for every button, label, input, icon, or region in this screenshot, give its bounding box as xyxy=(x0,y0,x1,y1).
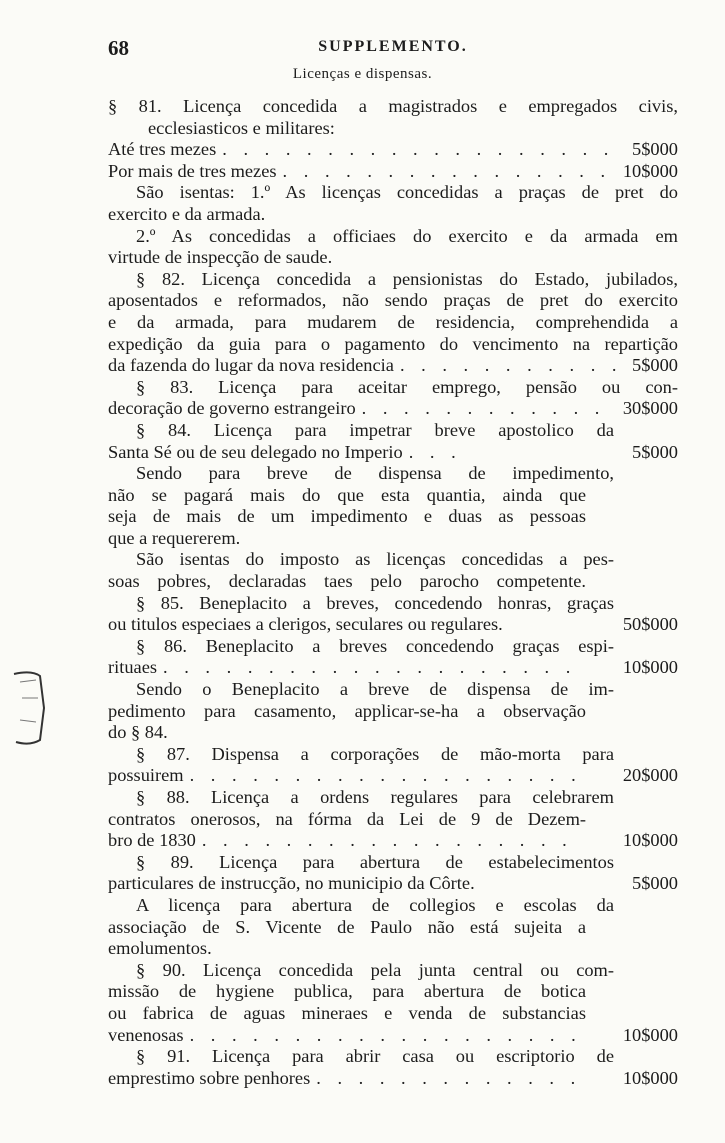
tariff-label: Por mais de tres mezes xyxy=(108,160,277,181)
text-line: missão de hygiene publica, para abertura de botica xyxy=(108,981,586,1002)
tariff-amount: 10$000 xyxy=(622,830,678,851)
leader-dots xyxy=(222,139,626,161)
tariff-line xyxy=(108,161,678,183)
tariff-label: rituaes xyxy=(108,657,158,678)
text-line: e da armada, para mudarem de residencia, comprehendida a xyxy=(108,311,678,332)
leader-dots xyxy=(190,1025,580,1047)
text-line: soas pobres, declaradas taes pelo parocho competente. xyxy=(108,571,586,592)
tariff-line xyxy=(108,139,678,161)
tariff-amount: 10$000 xyxy=(622,657,678,678)
text-line: aposentados e reformados, não sendo praças de pret do exercito xyxy=(108,290,678,311)
text-line: 2.º As concedidas a officiaes do exercito e da armada em xyxy=(136,225,678,246)
text-line: § 91. Licença para abrir casa ou escriptorio de xyxy=(136,1046,614,1067)
page-number: 68 xyxy=(108,36,129,60)
tariff-label: ou titulos especiaes a clerigos, seculares ou regulares. xyxy=(108,614,503,635)
text-line: § 85. Beneplacito a breves, concedendo honras, graças xyxy=(136,592,614,613)
section-subheading: Licenças e dispensas. xyxy=(292,66,433,82)
tariff-amount: 10$000 xyxy=(622,1067,678,1088)
tariff-label: possuirem xyxy=(108,765,184,786)
tariff-amount: 10$000 xyxy=(622,160,678,181)
leader-dots xyxy=(316,1068,580,1090)
text-line: exercito e da armada. xyxy=(108,203,266,224)
leader-dots xyxy=(409,442,469,464)
leader-dots xyxy=(202,830,580,852)
text-line: § 90. Licença concedida pela junta central ou com- xyxy=(136,959,614,980)
text-line: § 87. Dispensa a corporações de mão-morta para xyxy=(136,743,614,764)
tariff-amount: 5$000 xyxy=(632,441,678,462)
tariff-label: venenosas xyxy=(108,1024,184,1045)
text-line: ecclesiasticos e militares: xyxy=(148,117,335,138)
tariff-line xyxy=(108,657,678,679)
text-line: emolumentos. xyxy=(108,938,212,959)
tariff-amount: 30$000 xyxy=(622,398,678,419)
text-line: São isentas do imposto as licenças concedidas a pes- xyxy=(136,549,614,570)
tariff-line xyxy=(108,765,678,787)
tariff-label: decoração de governo estrangeiro xyxy=(108,398,356,419)
tariff-label: particulares de instrucção, no municipio da Côrte. xyxy=(108,873,475,894)
text-line: São isentas: 1.º As licenças concedidas a praças de pret do xyxy=(136,182,678,203)
tariff-amount: 10$000 xyxy=(622,1024,678,1045)
leader-dots xyxy=(190,765,580,787)
tariff-label: Até tres mezes xyxy=(108,139,217,160)
text-line: ou fabrica de aguas mineraes e venda de substancias xyxy=(108,1002,586,1023)
running-title: SUPPLEMENTO. xyxy=(318,38,468,55)
text-line: virtude de inspecção de saude. xyxy=(108,247,333,268)
tariff-line xyxy=(108,1068,678,1090)
tariff-amount: 5$000 xyxy=(632,355,678,376)
text-line: § 86. Beneplacito a breves concedendo graças espi- xyxy=(136,635,614,656)
text-line: A licença para abertura de collegios e escolas da xyxy=(136,894,614,915)
tariff-amount: 50$000 xyxy=(622,614,678,635)
text-line: § 82. Licença concedida a pensionistas do Estado, jubilados, xyxy=(136,268,678,289)
tariff-line xyxy=(108,614,678,636)
tariff-line xyxy=(108,398,678,420)
text-line: associação de S. Vicente de Paulo não está sujeita a xyxy=(108,916,586,937)
text-line: § 81. Licença concedida a magistrados e empregados civis, xyxy=(108,96,678,116)
tariff-label: da fazenda do lugar da nova residencia xyxy=(108,355,394,376)
tariff-amount: 20$000 xyxy=(622,765,678,786)
leader-dots xyxy=(362,398,617,420)
text-line: do § 84. xyxy=(108,722,168,743)
text-line: § 88. Licença a ordens regulares para celebrarem xyxy=(136,787,614,807)
tariff-line xyxy=(108,355,678,377)
tariff-label: emprestimo sobre penhores xyxy=(108,1067,311,1088)
text-line: § 83. Licença para aceitar emprego, pensão ou con- xyxy=(136,376,678,397)
tariff-line xyxy=(108,1025,678,1047)
page-header xyxy=(108,32,678,62)
margin-bracket-mark xyxy=(10,668,54,748)
tariff-amount: 5$000 xyxy=(632,139,678,160)
text-line: não se pagará mais do que esta quantia, ainda que xyxy=(108,484,586,505)
leader-dots xyxy=(400,355,626,377)
text-line: § 89. Licença para abertura de estabelecimentos xyxy=(136,851,614,872)
tariff-line xyxy=(108,830,678,852)
leader-dots xyxy=(163,657,580,679)
text-line: Sendo o Beneplacito a breve de dispensa de im- xyxy=(136,679,614,700)
text-line: que a requererem. xyxy=(108,527,241,548)
tariff-line xyxy=(108,873,678,895)
text-line: contratos onerosos, na fórma da Lei de 9 de Dezem- xyxy=(108,808,586,829)
tariff-label: Santa Sé ou de seu delegado no Imperio xyxy=(108,441,403,462)
document-body xyxy=(108,96,678,1089)
tariff-line xyxy=(108,442,678,464)
text-line: seja de mais de um impedimento e duas as pessoas xyxy=(108,506,586,527)
text-line: expedição da guia para o pagamento do vencimento na repartição xyxy=(108,333,678,354)
text-line: pedimento para casamento, applicar-se-ha a observação xyxy=(108,700,586,721)
text-line: Sendo para breve de dispensa de impedimento, xyxy=(136,463,614,484)
leader-dots xyxy=(283,161,617,183)
tariff-amount: 5$000 xyxy=(632,873,678,894)
text-line: § 84. Licença para impetrar breve apostolico da xyxy=(136,419,614,440)
tariff-label: bro de 1830 xyxy=(108,830,196,851)
